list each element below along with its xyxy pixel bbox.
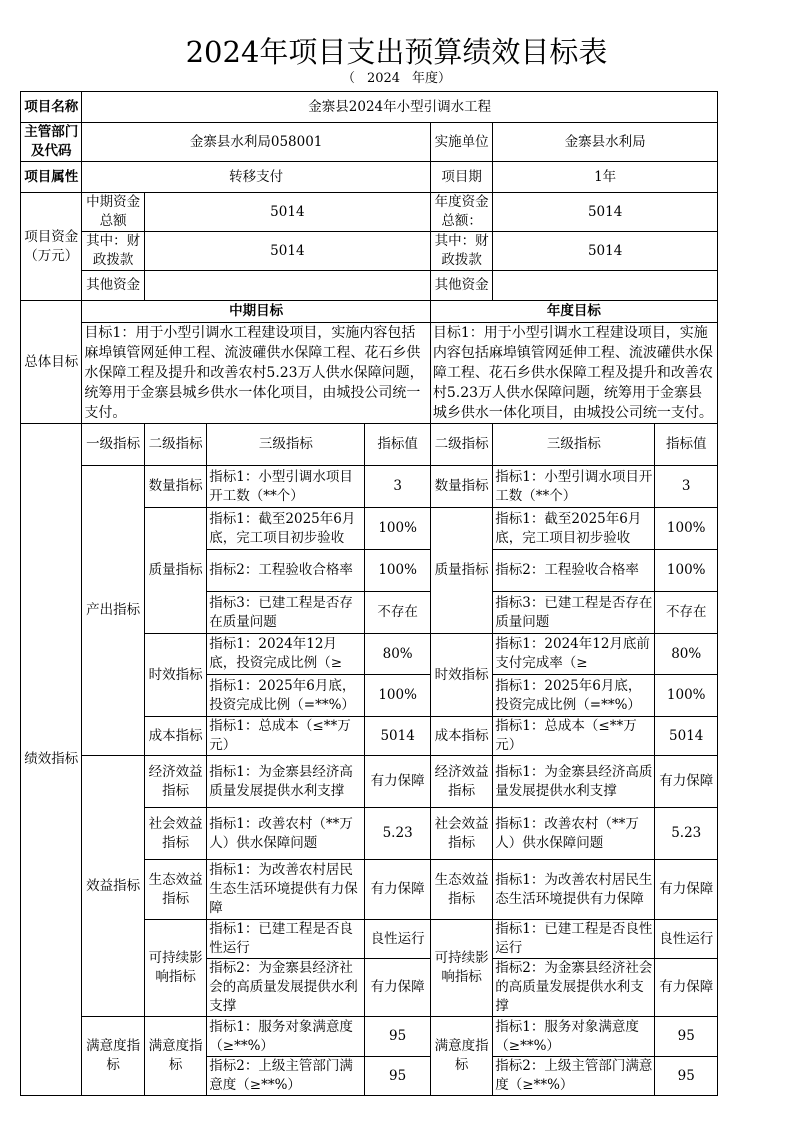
attr-label: 项目属性 [21, 162, 82, 193]
year-indicator-text: 指标1：服务对象满意度（≥**%） [493, 1017, 655, 1057]
year-fiscal-value: 5014 [493, 232, 718, 271]
year-indicator-value: 有力保障 [655, 860, 718, 920]
subtitle-year: 2024 [366, 71, 401, 86]
perf-h2b: 二级指标 [430, 424, 492, 466]
econ-indicator: 经济效益指标 [144, 756, 206, 808]
mid-indicator-text: 指标3：已建工程是否存在质量问题 [207, 592, 365, 634]
year-indicator-text: 指标1：2024年12月底前支付完成率（≥ [493, 634, 655, 675]
qty-indicator: 数量指标 [144, 466, 206, 508]
cost-indicator-b: 成本指标 [430, 717, 492, 756]
mid-indicator-value: 3 [365, 466, 430, 508]
satis2-indicator: 满意度指标 [144, 1017, 206, 1096]
year-indicator-text: 指标1：总成本（≤**万元） [493, 717, 655, 756]
year-indicator-text: 指标1：已建工程是否良性运行 [493, 920, 655, 959]
mid-goal-header: 中期目标 [82, 301, 430, 323]
mid-indicator-text: 指标1：改善农村（**万人）供水保障问题 [207, 808, 365, 860]
subtitle-open: （ [341, 71, 355, 86]
mid-indicator-text: 指标1：截至2025年6月底，完工项目初步验收 [207, 508, 365, 550]
benefit-indicator: 效益指标 [82, 756, 144, 1017]
mid-fiscal-value: 5014 [144, 232, 430, 271]
satisfaction-indicator: 满意度指标 [82, 1017, 144, 1096]
year-indicator-text: 指标1：为金寨县经济高质量发展提供水利支撑 [493, 756, 655, 808]
attr-value: 转移支付 [82, 162, 430, 193]
year-total-label: 年度资金总额： [430, 193, 492, 232]
satis2-indicator-b: 满意度指标 [430, 1017, 492, 1096]
mid-indicator-value: 100% [365, 550, 430, 592]
mid-indicator-text: 指标1：小型引调水项目开工数（**个） [207, 466, 365, 508]
year-indicator-value: 5.23 [655, 808, 718, 860]
year-indicator-value: 不存在 [655, 592, 718, 634]
year-indicator-value: 95 [655, 1057, 718, 1096]
mid-total-label: 中期资金总额 [82, 193, 144, 232]
period-value: 1年 [493, 162, 718, 193]
perf-h2: 二级指标 [144, 424, 206, 466]
year-indicator-value: 95 [655, 1017, 718, 1057]
performance-target-table [20, 91, 718, 1096]
mid-indicator-value: 100% [365, 675, 430, 717]
mid-indicator-text: 指标1：2024年12月底，投资完成比例（≥ [207, 634, 365, 675]
quality-indicator-b: 质量指标 [430, 508, 492, 634]
social-indicator-b: 社会效益指标 [430, 808, 492, 860]
year-goal-header: 年度目标 [430, 301, 717, 323]
year-indicator-value: 有力保障 [655, 959, 718, 1017]
perf-h3b: 三级指标 [493, 424, 655, 466]
perf-label: 绩效指标 [21, 424, 82, 1096]
dept-value: 金寨县水利局058001 [82, 123, 430, 162]
year-other-label: 其他资金 [430, 271, 492, 301]
qty-indicator-b: 数量指标 [430, 466, 492, 508]
mid-indicator-text: 指标2：为金寨县经济社会的高质量发展提供水利支撑 [207, 959, 365, 1017]
year-indicator-text: 指标1：2025年6月底，投资完成比例（=**%） [493, 675, 655, 717]
mid-indicator-value: 良性运行 [365, 920, 430, 959]
cost-indicator: 成本指标 [144, 717, 206, 756]
mid-total-value: 5014 [144, 193, 430, 232]
year-other-value [493, 271, 718, 301]
year-indicator-value: 100% [655, 508, 718, 550]
mid-fiscal-label: 其中：财政拨款 [82, 232, 144, 271]
year-indicator-value: 有力保障 [655, 756, 718, 808]
year-indicator-value: 100% [655, 675, 718, 717]
econ-indicator-b: 经济效益指标 [430, 756, 492, 808]
mid-indicator-text: 指标1：为改善农村居民生态生活环境提供有力保障 [207, 860, 365, 920]
year-indicator-value: 3 [655, 466, 718, 508]
output-indicator: 产出指标 [82, 466, 144, 756]
year-indicator-text: 指标2：为金寨县经济社会的高质量发展提供水利支撑 [493, 959, 655, 1017]
year-indicator-value: 5014 [655, 717, 718, 756]
project-name: 金寨县2024年小型引调水工程 [82, 92, 718, 123]
fund-label: 项目资金（万元） [21, 193, 82, 301]
mid-indicator-text: 指标1：服务对象满意度（≥**%） [207, 1017, 365, 1057]
project-name-label: 项目名称 [21, 92, 82, 123]
year-total-value: 5014 [493, 193, 718, 232]
mid-indicator-text: 指标2：上级主管部门满意度（≥**%） [207, 1057, 365, 1096]
year-indicator-value: 良性运行 [655, 920, 718, 959]
year-subtitle [0, 70, 793, 88]
year-indicator-text: 指标1：小型引调水项目开工数（**个） [493, 466, 655, 508]
year-indicator-value: 80% [655, 634, 718, 675]
eco-indicator: 生态效益指标 [144, 860, 206, 920]
quality-indicator: 质量指标 [144, 508, 206, 634]
mid-indicator-value: 95 [365, 1017, 430, 1057]
mid-indicator-value: 5.23 [365, 808, 430, 860]
year-indicator-text: 指标2：工程验收合格率 [493, 550, 655, 592]
period-label: 项目期 [430, 162, 492, 193]
mid-indicator-value: 5014 [365, 717, 430, 756]
mid-indicator-text: 指标1：总成本（≤**万元） [207, 717, 365, 756]
mid-indicator-value: 有力保障 [365, 959, 430, 1017]
mid-indicator-value: 有力保障 [365, 860, 430, 920]
year-fiscal-label: 其中：财政拨款 [430, 232, 492, 271]
year-indicator-text: 指标2：上级主管部门满意度（≥**%） [493, 1057, 655, 1096]
eco-indicator-b: 生态效益指标 [430, 860, 492, 920]
mid-other-value [144, 271, 430, 301]
mid-indicator-value: 100% [365, 508, 430, 550]
perf-h1: 一级指标 [82, 424, 144, 466]
mid-goal-text: 目标1：用于小型引调水工程建设项目，实施内容包括麻埠镇管网延伸工程、流波礶供水保障工程、花石乡供水保障工程及提升和改善农村5.23万人供水保障问题，统筹用于金寨县城乡供水一体化项目，由城投公司统一支付。 [82, 323, 430, 424]
perf-h3: 三级指标 [207, 424, 365, 466]
mid-indicator-text: 指标1：为金寨县经济高质量发展提供水利支撑 [207, 756, 365, 808]
sustain-indicator-b: 可持续影响指标 [430, 920, 492, 1017]
social-indicator: 社会效益指标 [144, 808, 206, 860]
mid-indicator-value: 95 [365, 1057, 430, 1096]
mid-indicator-value: 不存在 [365, 592, 430, 634]
impl-value: 金寨县水利局 [493, 123, 718, 162]
goals-label: 总体目标 [21, 301, 82, 424]
subtitle-suffix: 年度） [412, 71, 452, 86]
perf-hv: 指标值 [365, 424, 430, 466]
sustain-indicator: 可持续影响指标 [144, 920, 206, 1017]
page-title: 2024年项目支出预算绩效目标表 [185, 35, 608, 69]
year-indicator-value: 100% [655, 550, 718, 592]
year-indicator-text: 指标1：改善农村（**万人）供水保障问题 [493, 808, 655, 860]
impl-label: 实施单位 [430, 123, 492, 162]
mid-indicator-text: 指标2：工程验收合格率 [207, 550, 365, 592]
time-indicator: 时效指标 [144, 634, 206, 717]
mid-indicator-value: 有力保障 [365, 756, 430, 808]
year-indicator-text: 指标1：截至2025年6月底，完工项目初步验收 [493, 508, 655, 550]
dept-label: 主管部门及代码 [21, 123, 82, 162]
year-indicator-text: 指标3：已建工程是否存在质量问题 [493, 592, 655, 634]
year-indicator-text: 指标1：为改善农村居民生态生活环境提供有力保障 [493, 860, 655, 920]
mid-indicator-text: 指标1：2025年6月底，投资完成比例（=**%） [207, 675, 365, 717]
mid-indicator-text: 指标1：已建工程是否良性运行 [207, 920, 365, 959]
year-goal-text: 目标1：用于小型引调水工程建设项目，实施内容包括麻埠镇管网延伸工程、流波礶供水保障工程、花石乡供水保障工程及提升和改善农村5.23万人供水保障问题，统筹用于金寨县城乡供水一体化项目，由城投公司统一支付。 [430, 323, 717, 424]
mid-indicator-value: 80% [365, 634, 430, 675]
mid-other-label: 其他资金 [82, 271, 144, 301]
time-indicator-b: 时效指标 [430, 634, 492, 717]
perf-hvb: 指标值 [655, 424, 718, 466]
